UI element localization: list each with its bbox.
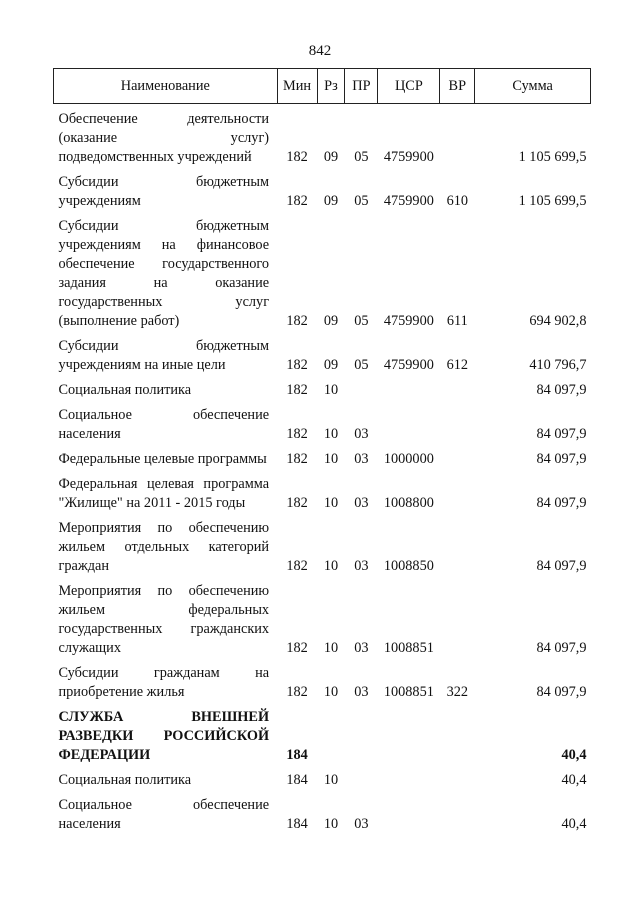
row-pr: 03 xyxy=(354,451,369,467)
row-vr xyxy=(440,765,475,790)
page-number: 842 xyxy=(308,43,332,59)
row-name: Социальная политика xyxy=(58,382,192,398)
table-row xyxy=(54,765,591,790)
row-sum: 84 097,9 xyxy=(536,640,587,656)
row-rz: 10 xyxy=(323,558,339,574)
row-name: Субсидии бюджетным учреждениям на финансовое обеспечение государственного задания на оказание государственных услуг (выполнение работ) xyxy=(58,218,270,329)
row-csr xyxy=(378,702,440,765)
row-name: СЛУЖБА ВНЕШНЕЙ РАЗВЕДКИ РОССИЙСКОЙ ФЕДЕРАЦИИ xyxy=(58,709,270,763)
row-rz: 09 xyxy=(323,357,339,373)
row-sum: 410 796,7 xyxy=(529,357,587,373)
row-min: 182 xyxy=(286,382,308,398)
row-name: Федеральная целевая программа "Жилище" на 2011 - 2015 годы xyxy=(58,476,270,511)
row-name: Субсидии бюджетным учреждениям на иные цели xyxy=(58,338,270,373)
row-rz xyxy=(317,702,345,765)
row-min: 184 xyxy=(286,772,308,788)
header-name: Наименование xyxy=(54,69,278,104)
row-pr xyxy=(345,375,378,400)
row-min: 182 xyxy=(286,426,308,442)
row-name: Социальное обеспечение населения xyxy=(58,797,270,832)
row-name: Мероприятия по обеспечению жильем федеральных государственных гражданских служащих xyxy=(58,583,270,656)
table-row-section xyxy=(54,702,591,765)
header-row xyxy=(54,69,591,104)
row-min: 184 xyxy=(286,816,308,832)
row-vr: 611 xyxy=(446,313,468,329)
row-min: 184 xyxy=(286,747,308,763)
row-sum: 40,4 xyxy=(561,816,587,832)
row-vr xyxy=(440,469,475,513)
row-name: Мероприятия по обеспечению жильем отдельных категорий граждан xyxy=(58,520,270,574)
row-vr xyxy=(440,576,475,658)
table-row xyxy=(54,375,591,400)
row-pr: 03 xyxy=(354,558,369,574)
row-pr: 05 xyxy=(354,193,369,209)
row-vr: 322 xyxy=(446,684,469,700)
row-sum: 40,4 xyxy=(561,772,587,788)
row-min: 182 xyxy=(286,684,308,700)
row-csr xyxy=(378,790,440,834)
table-body xyxy=(54,104,591,835)
header-min: Мин xyxy=(277,69,317,104)
table-header xyxy=(54,69,591,104)
row-min: 182 xyxy=(286,193,308,209)
table-row xyxy=(54,331,591,375)
row-csr xyxy=(378,765,440,790)
row-vr xyxy=(440,444,475,469)
row-rz: 10 xyxy=(323,640,339,656)
row-vr xyxy=(440,702,475,765)
row-rz: 10 xyxy=(323,426,339,442)
row-sum: 84 097,9 xyxy=(536,382,587,398)
row-vr xyxy=(440,513,475,576)
header-vr: ВР xyxy=(440,69,475,104)
row-csr: 1008800 xyxy=(383,495,434,511)
table-row xyxy=(54,400,591,444)
row-pr: 03 xyxy=(354,684,369,700)
table-row xyxy=(54,658,591,702)
row-pr: 05 xyxy=(354,357,369,373)
table-row xyxy=(54,104,591,168)
row-rz: 10 xyxy=(323,451,339,467)
row-pr: 03 xyxy=(354,495,369,511)
row-vr: 610 xyxy=(446,193,469,209)
row-csr: 4759900 xyxy=(383,193,434,209)
row-sum: 84 097,9 xyxy=(536,451,587,467)
row-vr xyxy=(440,104,475,168)
row-min: 182 xyxy=(286,149,308,165)
table-row xyxy=(54,167,591,211)
row-name: Социальная политика xyxy=(58,772,192,788)
row-pr xyxy=(345,765,378,790)
row-sum: 84 097,9 xyxy=(536,495,587,511)
row-vr xyxy=(440,375,475,400)
row-pr: 03 xyxy=(354,640,369,656)
header-sum: Сумма xyxy=(475,69,591,104)
row-sum: 694 902,8 xyxy=(529,313,587,329)
row-min: 182 xyxy=(286,495,308,511)
row-csr: 4759900 xyxy=(383,149,434,165)
row-rz: 10 xyxy=(323,495,339,511)
row-vr xyxy=(440,400,475,444)
row-pr: 05 xyxy=(354,313,369,329)
row-min: 182 xyxy=(286,640,308,656)
row-rz: 09 xyxy=(323,149,339,165)
table-row xyxy=(54,444,591,469)
row-csr: 1008851 xyxy=(383,684,434,700)
row-min: 182 xyxy=(286,451,308,467)
row-pr: 05 xyxy=(354,149,369,165)
budget-table xyxy=(53,68,591,834)
row-rz: 10 xyxy=(323,772,339,788)
table-row xyxy=(54,790,591,834)
row-rz: 09 xyxy=(323,193,339,209)
row-csr: 1000000 xyxy=(383,451,434,467)
row-rz: 10 xyxy=(323,816,339,832)
header-pr: ПР xyxy=(345,69,378,104)
row-csr xyxy=(378,375,440,400)
row-csr xyxy=(378,400,440,444)
row-sum: 84 097,9 xyxy=(536,426,587,442)
table-row xyxy=(54,211,591,331)
row-csr: 1008851 xyxy=(383,640,434,656)
row-csr: 4759900 xyxy=(383,313,434,329)
row-min: 182 xyxy=(286,313,308,329)
row-name: Федеральные целевые программы xyxy=(58,451,267,467)
row-sum: 1 105 699,5 xyxy=(518,193,587,209)
row-csr: 4759900 xyxy=(383,357,434,373)
row-sum: 1 105 699,5 xyxy=(518,149,587,165)
row-pr: 03 xyxy=(354,426,369,442)
row-rz: 09 xyxy=(323,313,339,329)
row-vr: 612 xyxy=(446,357,469,373)
row-sum: 84 097,9 xyxy=(536,684,587,700)
header-csr: ЦСР xyxy=(378,69,440,104)
row-csr: 1008850 xyxy=(383,558,434,574)
row-name: Обеспечение деятельности (оказание услуг) подведомственных учреждений xyxy=(58,111,270,165)
row-pr xyxy=(345,702,378,765)
row-rz: 10 xyxy=(323,382,339,398)
table-row xyxy=(54,576,591,658)
row-name: Социальное обеспечение населения xyxy=(58,407,270,442)
table-row xyxy=(54,469,591,513)
row-sum: 40,4 xyxy=(561,747,587,763)
row-name: Субсидии бюджетным учреждениям xyxy=(58,174,270,209)
row-vr xyxy=(440,790,475,834)
row-name: Субсидии гражданам на приобретение жилья xyxy=(58,665,270,700)
row-min: 182 xyxy=(286,558,308,574)
row-pr: 03 xyxy=(354,816,369,832)
header-rz: Рз xyxy=(317,69,345,104)
row-min: 182 xyxy=(286,357,308,373)
row-sum: 84 097,9 xyxy=(536,558,587,574)
row-rz: 10 xyxy=(323,684,339,700)
table-row xyxy=(54,513,591,576)
